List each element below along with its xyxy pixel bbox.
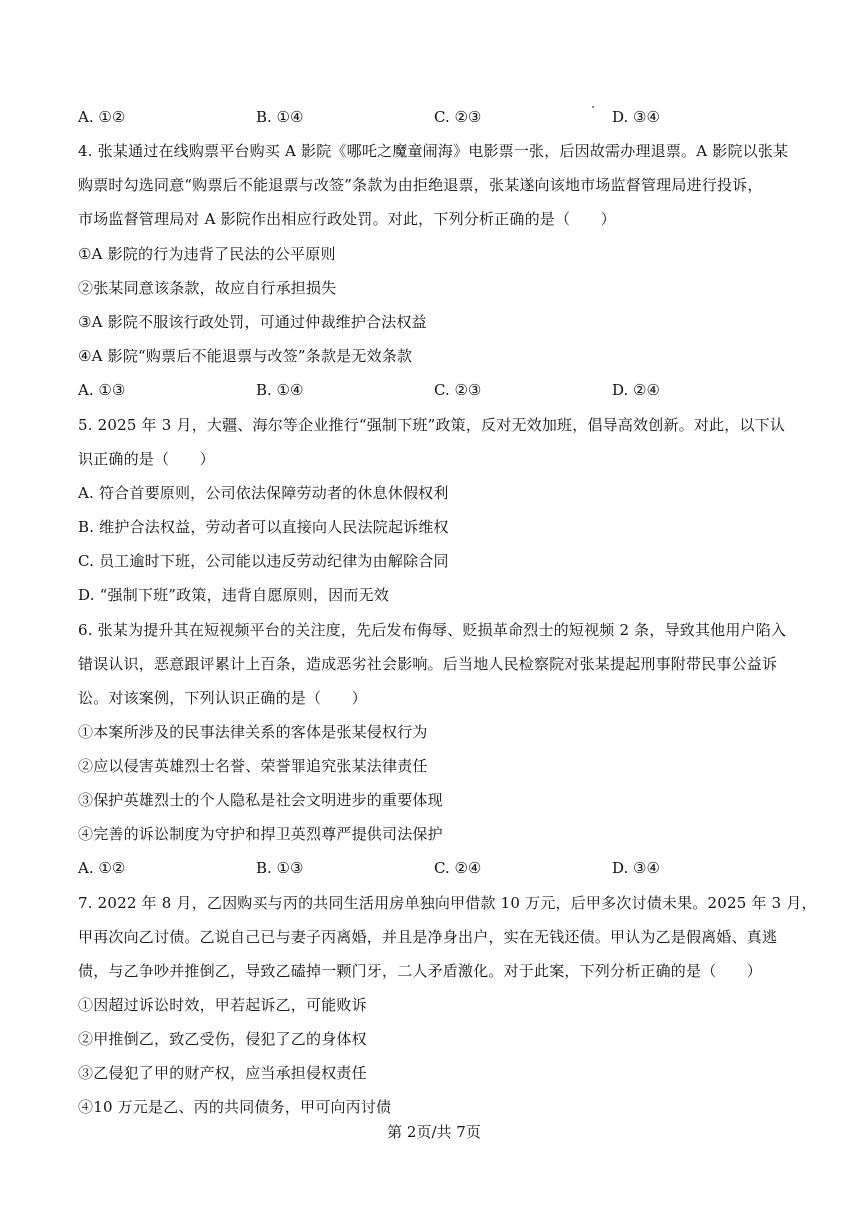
q7-statement-3: ③乙侵犯了甲的财产权，应当承担侵权责任 — [78, 1064, 367, 1082]
q4-statement-2: ②张某同意该条款，故应自行承担损失 — [78, 279, 337, 297]
q4-stem-line: 购票时勾选同意“购票后不能退票与改签”条款为由拒绝退票，张某遂向该地市场监督管理局进行投诉， — [78, 176, 763, 194]
q6-option-a: A. ①② — [78, 859, 126, 877]
q5-choice-d: D. “强制下班”政策，违背自愿原则，因而无效 — [78, 586, 389, 604]
q3-options — [78, 107, 793, 127]
q6-stem-line: 6. 张某为提升其在短视频平台的关注度，先后发布侮辱、贬损革命烈士的短视频 2 条，导致其他用户陷入 — [78, 621, 787, 639]
q4-option-c: C. ②③ — [434, 381, 482, 399]
q6-option-d: D. ③④ — [612, 859, 660, 877]
q4-option-d: D. ②④ — [612, 381, 660, 399]
q4-options — [78, 380, 793, 400]
q5-stem-line: 5. 2025 年 3 月，大疆、海尔等企业推行“强制下班”政策，反对无效加班，倡导高效创新。对此，以下认 — [78, 416, 786, 434]
q3-option-c: C. ②③ — [434, 108, 482, 126]
q4-option-a: A. ①③ — [78, 381, 126, 399]
q6-option-c: C. ②④ — [434, 859, 482, 877]
q7-statement-2: ②甲推倒乙，致乙受伤，侵犯了乙的身体权 — [78, 1030, 367, 1048]
q6-option-b: B. ①③ — [256, 859, 304, 877]
q3-option-b: B. ①④ — [256, 108, 304, 126]
q7-statement-4: ④10 万元是乙、丙的共同债务，甲可向丙讨债 — [78, 1098, 392, 1116]
q6-statement-2: ②应以侵害英雄烈士名誉、荣誉罪追究张某法律责任 — [78, 757, 428, 775]
q7-stem-line: 甲再次向乙讨债。乙说自己已与妻子丙离婚，并且是净身出户，实在无钱还债。甲认为乙是假离婚、真逃 — [78, 928, 778, 946]
q5-choice-a: A. 符合首要原则，公司依法保障劳动者的休息休假权利 — [78, 484, 449, 502]
q5-choice-c: C. 员工逾时下班，公司能以违反劳动纪律为由解除合同 — [78, 552, 449, 570]
q6-stem-line: 错误认识，恶意跟评累计上百条，造成恶劣社会影响。后当地人民检察院对张某提起刑事附带民事公益诉 — [78, 655, 778, 673]
q4-statement-4: ④A 影院“购票后不能退票与改签”条款是无效条款 — [78, 347, 413, 365]
q6-options — [78, 858, 793, 878]
q3-option-d: D. ③④ — [612, 108, 660, 126]
q6-statement-4: ④完善的诉讼制度为守护和捍卫英烈尊严提供司法保护 — [78, 825, 443, 843]
q4-stem-line: 4. 张某通过在线购票平台购买 A 影院《哪吒之魔童闹海》电影票一张，后因故需办理退票。A 影院以张某 — [78, 142, 789, 160]
page-number: 第 2页/共 7页 — [387, 1123, 481, 1141]
q5-stem-line: 识正确的是（ ） — [78, 450, 215, 468]
q7-stem-line: 债，与乙争吵并推倒乙，导致乙磕掉一颗门牙，二人矛盾激化。对于此案，下列分析正确的是（ ） — [78, 962, 763, 980]
q3-option-a: A. ①② — [78, 108, 126, 126]
q4-statement-3: ③A 影院不服该行政处罚，可通过仲裁维护合法权益 — [78, 313, 427, 331]
q7-stem-line: 7. 2022 年 8 月，乙因购买与丙的共同生活用房单独向甲借款 10 万元，后甲多次讨债未果。2025 年 3 月， — [78, 894, 817, 912]
q6-statement-3: ③保护英雄烈士的个人隐私是社会文明进步的重要体现 — [78, 791, 443, 809]
q6-stem-line: 讼。对该案例，下列认识正确的是（ ） — [78, 689, 367, 707]
q4-stem-line: 市场监督管理局对 A 影院作出相应行政处罚。对此，下列分析正确的是（ ） — [78, 210, 616, 228]
q5-choice-b: B. 维护合法权益，劳动者可以直接向人民法院起诉维权 — [78, 518, 449, 536]
q4-statement-1: ①A 影院的行为违背了民法的公平原则 — [78, 245, 336, 263]
q4-option-b: B. ①④ — [256, 381, 304, 399]
q7-statement-1: ①因超过诉讼时效，甲若起诉乙，可能败诉 — [78, 996, 367, 1014]
q6-statement-1: ①本案所涉及的民事法律关系的客体是张某侵权行为 — [78, 723, 428, 741]
